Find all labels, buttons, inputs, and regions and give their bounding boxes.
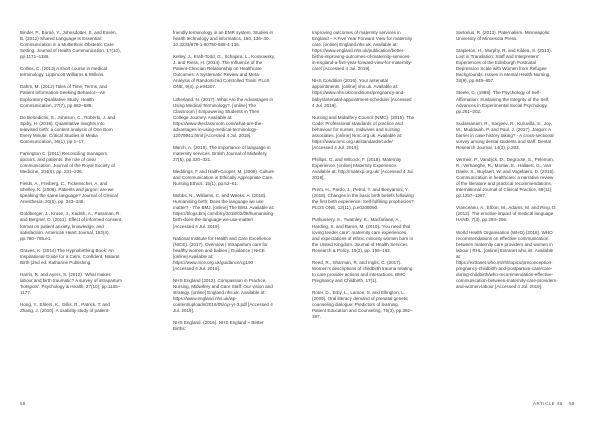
reference-entry: friendly terminology in an EMR system. Studies in health technology and informatics, 160, 136–40. 10.3233/978-1-60750-588-4-136. [173, 30, 274, 48]
article-label: ARTICLE 46 [533, 401, 563, 406]
page-number-right: 59 [569, 401, 575, 406]
reference-entry: Puthussery, S., Twamley, K., Macfarlane, A., Harding, S. and Baron, M. (2010). 'You need that loving tender care': maternity care experiences and expectations of ethnic minority women born in the United Kingdom. Journal of Health Services Research & Policy, 15(3), pp. 156–162. [312, 217, 414, 253]
reference-entry: Hong, Y., Ehlers, K., Gillis, R., Patrick, T. and Zhang, J. (2010). A usability study of patient- [20, 302, 110, 314]
reference-entry: Goldberger, J., Kruse, J., Kadish, A., Passman, R. and Bergner, D. (2011). Effect of informed consent format on patient anxiety, knowledge, and satisfaction. American Heart Journal, 162(4), pp.780–785.e1. [20, 211, 122, 241]
reference-entry: Nursing and Midwifery Council (NMC). (2015). The Code: Professional standards of practice and behaviour for nurses, midwives and nursing associates. [online] Nmc.org.uk. Available at: https://www.nmc.org.uk/standards/code/ [Accessed 4 Jul. 2019]. [312, 114, 415, 150]
reference-entry: Litherland, N. (2017). What Are the Advantages in Using Medical Terminology?. [online] The Classroom | Empowering Students in Their College Journey. Available at: https://www.theclassroom.com/what-are-the-advantages-in-using-medical-terminology-12079941.html [Accessed 4 Jul. 2019]. [173, 96, 274, 138]
reference-column-2 [173, 30, 275, 338]
reference-column-1 [20, 30, 122, 320]
reference-entry: NHS England (2012). Compassion in Practice, Nursing, Midwifery and Care Staff: Our vision and strategy. [online] England.nhs.uk. Available at: https://www.england.nhs.uk/wp-content/uploads/2016/05/cip-yr-3.pdf [Accessed 4 Jul. 2019]. [173, 277, 273, 314]
reference-entry: Kelley, J., Kraft-Todd, G., Schapira, L., Kossowsky, J. and Riess, H. (2014). The Influence of the Patient-Clinician Relationship on Healthcare Outcomes: A Systematic Review and Meta-Analysis of Randomized Controlled Trials. PLoS ONE, 9(4), p.e94207. [173, 54, 275, 90]
reference-entry: Stapleton, H., Murphy, R. and Kildea, S. (2013). Lost in Translation: Staff and Interpreters' Experiences of the Edinburgh Postnatal Depression Scale with Women from Refugee Backgrounds. Issues in Mental Health Nursing, 34(9), pp.648–657. [456, 48, 552, 84]
reference-entry: National Institute for Health and Care Excellence (NICE). (2017). Overview | Intrapartum care for healthy women and babies | Guidance | NICE. [online] Available at: https://www.nice.org.uk/guidance/cg190 [Accessed 4 Jul. 2019]. [173, 235, 272, 271]
reference-entry: De Benedictis, S., Johnson, C., Roberts, J. and Spiby, H. (2018). Quantitative insights into televised birth: a content analysis of One Born Every Minute. Critical Studies in Media Communication, 36(1), pp.1–17. [20, 114, 116, 144]
reference-entry: Binder, P., Borné, Y., Johnsdotter, S. and Essén, B. (2012) Shared Language Is Essential: Communication in a Multiethnic Obstetric Care Setting. Journal of Health Communication, 17(10), pp.1171–1186. [20, 30, 121, 60]
reference-entry: Mobbs, N., Williams, C. and Weeks, A. (2018). Humanising birth: Does the language we use matter? - The BMJ. [online] The BMJ. Available at: https://blogs.bmj.com/bmj/2018/02/08/humanising-birth-does-the-language-we-use-matter/ [Accessed 4 Jul. 2019]. [173, 193, 275, 229]
reference-entry: March, A. (2019). The importance of language in maternity services. British Journal of Midwifery, 27(5), pp.320–321. [173, 144, 271, 162]
reference-entry: Meddings, F and Haith-Cooper, M. (2008). Culture and Communication in Ethically Appropriate Care. Nursing Ethics, 15(1), pp.52–61. [173, 169, 275, 187]
reference-entry: Sudarsanam, R., Sanjeev, R., Kuruvilla, S., Joy, M., Muddaiah, P. and Paul, J. (2017). Jargon: A barrier in case history taking? - A cross-sectional survey among dental students and staff. Dental Research Journal, 14(3), p.203. [456, 120, 554, 150]
reference-entry: Collins, C. (2013) A short course in medical terminology. Lippincott Williams & Wilkins. [20, 66, 107, 78]
page-number-left: 58 [20, 401, 26, 406]
reference-entry: Farrington C. (2011) Reconciling managers, doctors, and patients: the role of clear communication. Journal of the Royal Society of Medicine, 104(6), pp. 231–236. [20, 150, 115, 175]
reference-entry: Phillips, G. and Wilcock, F. (2018). Maternity Experience. [online] Maternity Experience. Available at: http://matexp.org.uk/ [Accessed 4 Jul. 2019]. [312, 156, 414, 181]
reference-entry: Graves, K. (2014) The Hypnobirthing Book: An Inspirational Guide for a Calm, Confident, Natural Birth (2nd ed. Katharine Publishing. [20, 247, 120, 265]
reference-entry: Improving outcomes of maternity services in England – A Five Year Forward View for maternity care. [online] England.nhs.uk. Available at: https://www.england.nhs.uk/publication/better-births-improving-outcomes-of-maternity-services-in-england-a-five-year-forward-view-for-maternity-care/ [Accessed 4 Jul. 2019]. [312, 30, 413, 72]
reference-entry: Reed, R., Sharman, R. and Inglis, C. (2017). Women's descriptions of childbirth trauma relating to care provider actions and interactions. BMC Pregnancy and Childbirth, 17(1). [312, 259, 413, 283]
reference-column-4 [456, 30, 558, 296]
reference-entry: Dahm, M. (2012) Tales of Time, Terms, and Patient Information-Seeking Behavior—An Exploratory Qualitative Study. Health Communication, 27(7), pp.682–689. [20, 84, 108, 108]
reference-entry: NHS England. (2016). NHS England » Better Births: [173, 320, 264, 332]
reference-column-3 [312, 30, 414, 326]
reference-entry: Harris, R. and Ayers, S. (2012). 'What makes labour and birth traumatic? A survey of intrapartum 'hotspots'. Psychology & Health, 27(10), pp.1166–1177. [20, 271, 122, 296]
reference-entry: Vermeir, P., Vandijck, D., Degroote, S., Peleman, R., Verhaeghe, R., Mortier, E., Hallaert, G., Van Daele, S., Buylaert, W. and Vogelaers, D. (2015). Communication in healthcare: a narrative review of the literature and practical recommendations. International Journal of Clinical Practice, 69(11), pp.1257–1267. [456, 156, 555, 199]
reference-entry: Prem, H., Pardo, J., Petrol, Y. and Benyamini, Y. (2018). Changes in the basic birth beliefs following the first birth experience: Self-fulfilling prophecies? PLOS ONE, 13(11), p.e0208090. [312, 187, 414, 211]
reference-entry: Steele, C. (1988). The Psychology of Self-Affirmation: Sustaining the Integrity of the Self. Advances in Experimental Social Psychology, pp.261–302. [456, 90, 550, 114]
reference-entry: NHS Condition (2016). Your antenatal appointments. [online] nhs.uk. Available at: https://www.nhs.uk/conditions/pregnancy-and-baby/antenatal-appointment-schedule/ [Accessed 4 Jul. 2019]. [312, 78, 412, 108]
reference-entry: Roter, D., Erby, L., Larson, S. and Ellington, L. (2009). Oral literacy demand of prenatal genetic counseling dialogue: Predictors of learning. Patient Education and Counseling, 75(3), pp.392–397. [312, 290, 413, 320]
reference-entry: World Health Organisation (WHO) (2018). WHO recommendations on effective communication between maternity care providers and women in labour | RHL. [online] Extranet.who.int. Available at: https://extranet.who.int/rhl/topics/preconception-pregnancy-childbirth-and-postpartum-care/care-during-childbirth/who-recommendation-effective-communication-between-maternity-care-providers-and-women-labour [Accessed 4 Jul. 2019]. [456, 229, 558, 289]
reference-entry: Vranceanu, A., Elbon, M., Adams, M. and Ring, D. (2012). The emotive impact of medical language. HAND, 7(3), pp.293–296. [456, 205, 557, 223]
reference-entry: Sartorius, R. (2013). Paternalism. Minneapolis: University of Minnesota Press. [456, 30, 551, 42]
reference-entry: Fields, A., Freiberg, C., Fickenscher, A. and Shelley, K. (2008). Patients and jargon: are we speaking the same language? Journal of Clinical Anesthesia, 20(5), pp. 343–346. [20, 181, 118, 205]
